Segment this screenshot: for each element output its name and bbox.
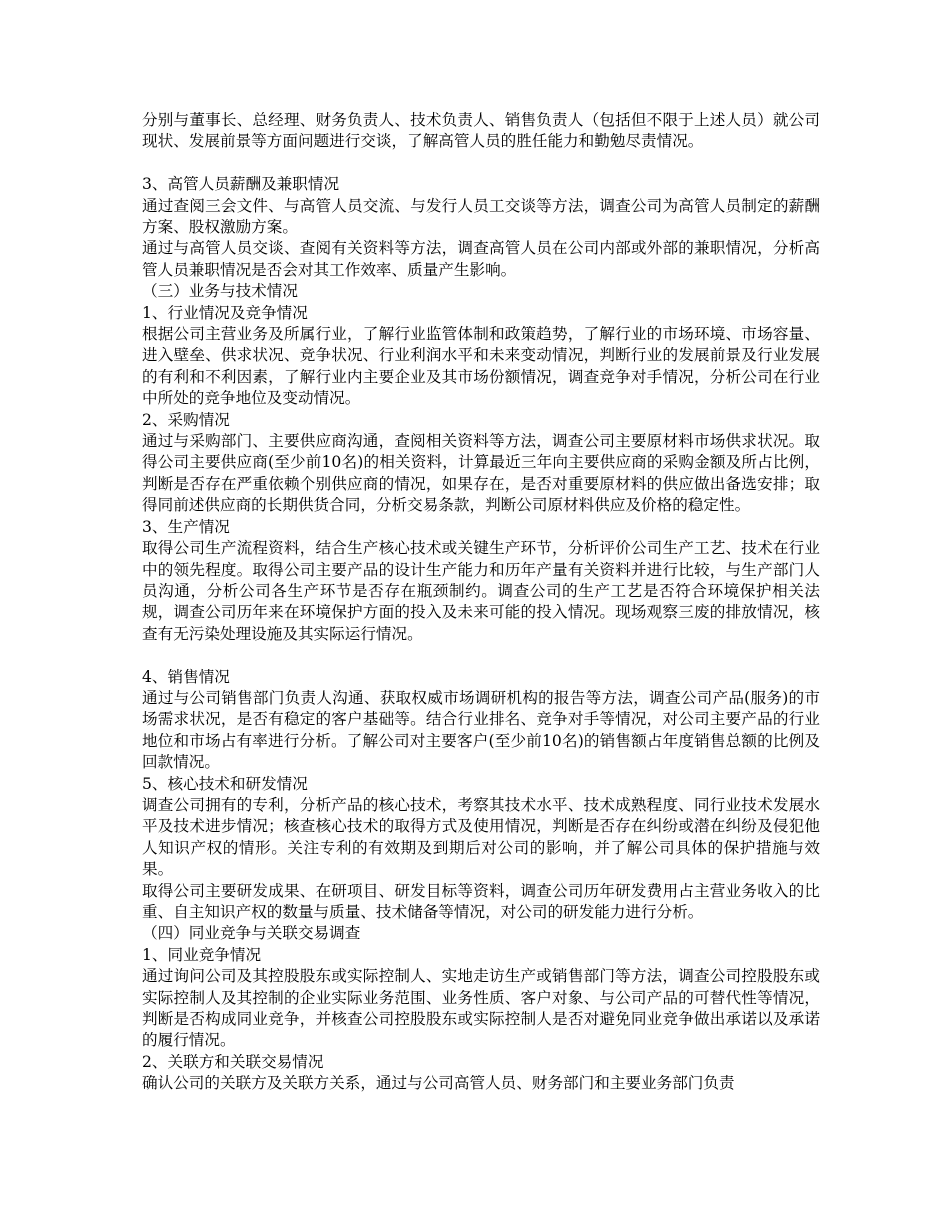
paragraph: 取得公司生产流程资料，结合生产核心技术或关键生产环节，分析评价公司生产工艺、技术在行业中的领先程度。取得公司主要产品的设计生产能力和历年产量有关资料并进行比较，与生产部门人员沟通，分析公司各生产环节是否存在瓶颈制约。调查公司的生产工艺是否符合环境保护相关法规，调查公司历年来在环境保护方面的投入及未来可能的投入情况。现场观察三废的排放情况，核查有无污染处理设施及其实际运行情况。 (142, 539, 820, 643)
paragraph: 取得公司主要研发成果、在研项目、研发目标等资料，调查公司历年研发费用占主营业务收入的比重、自主知识产权的数量与质量、技术储备等情况，对公司的研发能力进行分析。 (142, 881, 820, 921)
paragraph-gap (142, 153, 820, 174)
section-heading: 1、行业情况及竞争情况 (142, 303, 308, 322)
document-page (142, 110, 820, 1095)
section-heading: 3、生产情况 (142, 517, 230, 536)
paragraph: 通过与公司销售部门负责人沟通、获取权威市场调研机构的报告等方法，调查公司产品(服务)的市场需求状况，是否有稳定的客户基础等。结合行业排名、竞争对手等情况，对公司主要产品的行业地位和市场占有率进行分析。了解公司对主要客户(至少前10名)的销售额占年度销售总额的比例及回款情况。 (142, 688, 820, 772)
paragraph: 分别与董事长、总经理、财务负责人、技术负责人、销售负责人（包括但不限于上述人员）就公司现状、发展前景等方面问题进行交谈，了解高管人员的胜任能力和勤勉尽责情况。 (142, 111, 820, 151)
paragraph: 通过与采购部门、主要供应商沟通，查阅相关资料等方法，调查公司主要原材料市场供求状况。取得公司主要供应商(至少前10名)的相关资料，计算最近三年向主要供应商的采购金额及所占比例，判断是否存在严重依赖个别供应商的情况，如果存在，是否对重要原材料的供应做出备选安排；取得同前述供应商的长期供货合同，分析交易条款，判断公司原材料供应及价格的稳定性。 (142, 432, 820, 515)
paragraph: 通过查阅三会文件、与高管人员交流、与发行人员工交谈等方法，调查公司为高管人员制定的薪酬方案、股权激励方案。 (142, 196, 820, 237)
section-heading: （三）业务与技术情况 (142, 282, 298, 301)
paragraph: 通过询问公司及其控股股东或实际控制人、实地走访生产或销售部门等方法，调查公司控股股东或实际控制人及其控制的企业实际业务范围、业务性质、客户对象、与公司产品的可替代性等情况，判断是否构成同业竞争，并核查公司控股股东或实际控制人是否对避免同业竞争做出承诺以及承诺的履行情况。 (142, 967, 820, 1050)
section-heading: 3、高管人员薪酬及兼职情况 (142, 175, 340, 194)
section-heading: 4、销售情况 (142, 667, 230, 686)
section-heading: 2、采购情况 (142, 410, 230, 429)
paragraph: 确认公司的关联方及关联方关系，通过与公司高管人员、财务部门和主要业务部门负责 (142, 1074, 735, 1093)
section-heading: 5、核心技术和研发情况 (142, 774, 308, 793)
paragraph: 根据公司主营业务及所属行业，了解行业监管体制和政策趋势，了解行业的市场环境、市场容量、进入壁垒、供求状况、竞争状况、行业利润水平和未来变动情况，判断行业的发展前景及行业发展的有利和不利因素，了解行业内主要企业及其市场份额情况，调查竞争对手情况，分析公司在行业中所处的竞争地位及变动情况。 (142, 325, 820, 408)
section-heading: （四）同业竞争与关联交易调查 (142, 924, 361, 943)
paragraph: 调查公司拥有的专利，分析产品的核心技术，考察其技术水平、技术成熟程度、同行业技术发展水平及技术进步情况；核查核心技术的取得方式及使用情况，判断是否存在纠纷或潜在纠纷及侵犯他人知识产权的情形。关注专利的有效期及到期后对公司的影响，并了解公司具体的保护措施与效果。 (142, 795, 820, 879)
paragraph-gap (142, 645, 820, 666)
section-heading: 1、同业竞争情况 (142, 945, 262, 964)
paragraph: 通过与高管人员交谈、查阅有关资料等方法，调查高管人员在公司内部或外部的兼职情况，分析高管人员兼职情况是否会对其工作效率、质量产生影响。 (142, 239, 820, 279)
section-heading: 2、关联方和关联交易情况 (142, 1052, 324, 1071)
